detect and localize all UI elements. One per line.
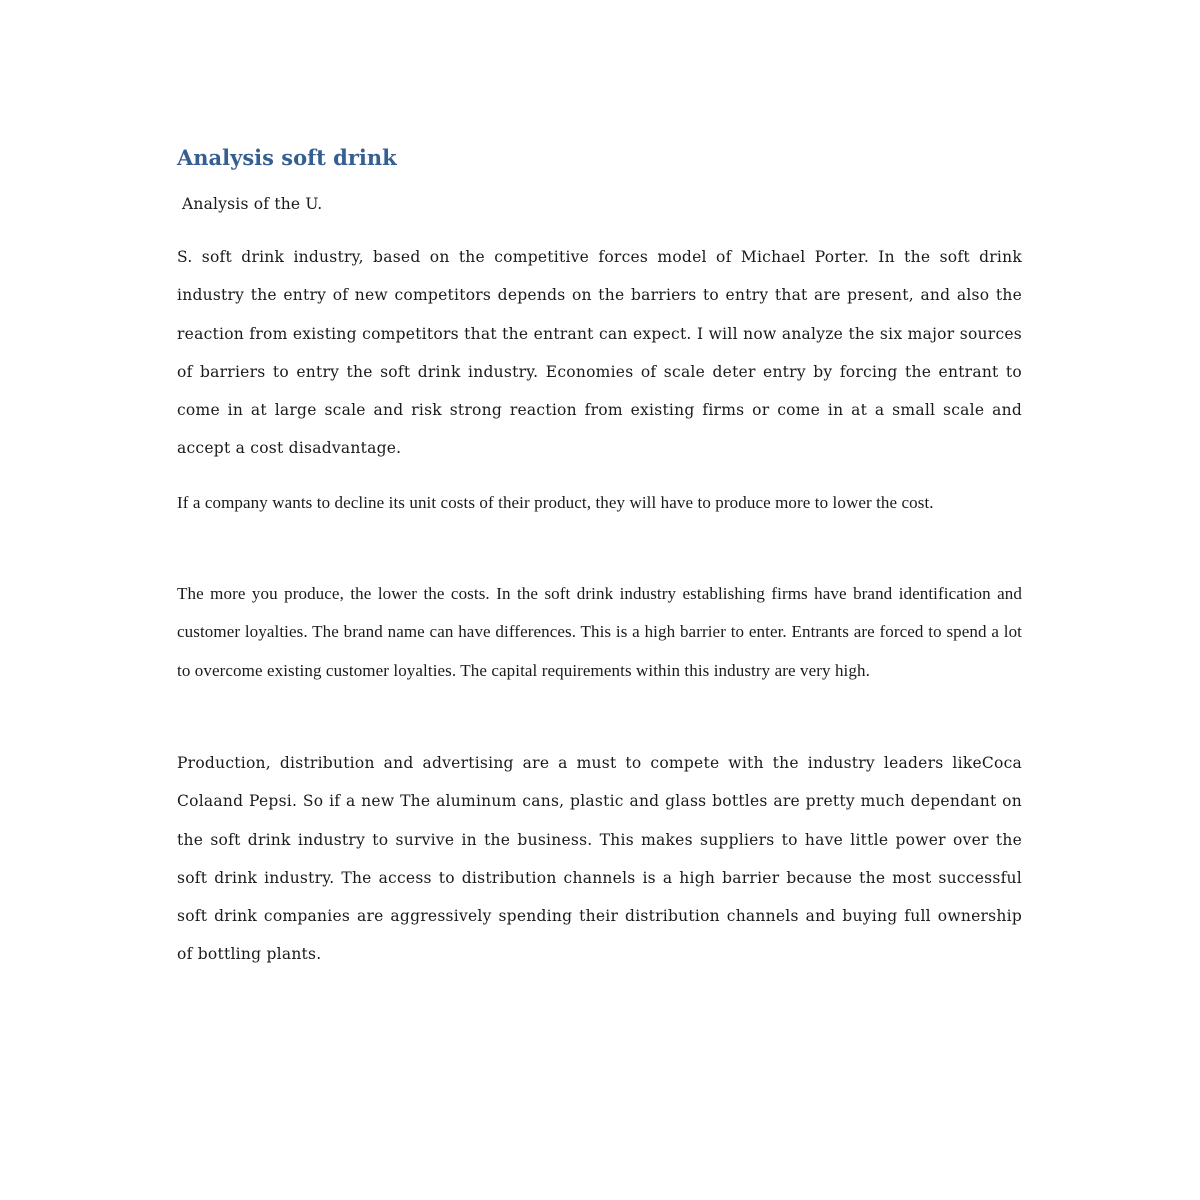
paragraph-2-text: If a company wants to decline its unit costs of their product, they will have to produce more to lower the cost. — [177, 493, 934, 512]
paragraph-2 — [177, 484, 1022, 522]
paragraph-3-text: The more you produce, the lower the costs. In the soft drink industry establishing firms have brand identification and customer loyalties. The brand name can have differences. This is a high barrier to enter. Entrants are forced to spend a lot to overcome existing customer loyalties. The capital requirements within this industry are very high. — [177, 584, 1022, 680]
paragraph-1: S. soft drink industry, based on the competitive forces model of Michael Porter. In the soft drink industry the entry of new competitors depends on the barriers to entry that are present, and also the reaction from existing competitors that the entrant can expect. I will now analyze the six major sources of barriers to entry the soft drink industry. Economies of scale deter entry by forcing the entrant to come in at large scale and risk strong reaction from existing firms or come in at a small scale and accept a cost disadvantage. — [177, 248, 1022, 458]
document-title: Analysis soft drink — [177, 145, 397, 170]
document-page — [177, 140, 1022, 964]
paragraph-4: Production, distribution and advertising are a must to compete with the industry leaders likeCoca Colaand Pepsi. So if a new The aluminum cans, plastic and glass bottles are pretty much dependant on the soft drink industry to survive in the business. This makes suppliers to have little power over the soft drink industry. The access to distribution channels is a high barrier because the most successful soft drink companies are aggressively spending their distribution channels and buying full ownership of bottling plants. — [177, 754, 1022, 964]
document-subtitle: Analysis of the U. — [182, 195, 323, 213]
paragraph-3 — [177, 575, 1022, 690]
